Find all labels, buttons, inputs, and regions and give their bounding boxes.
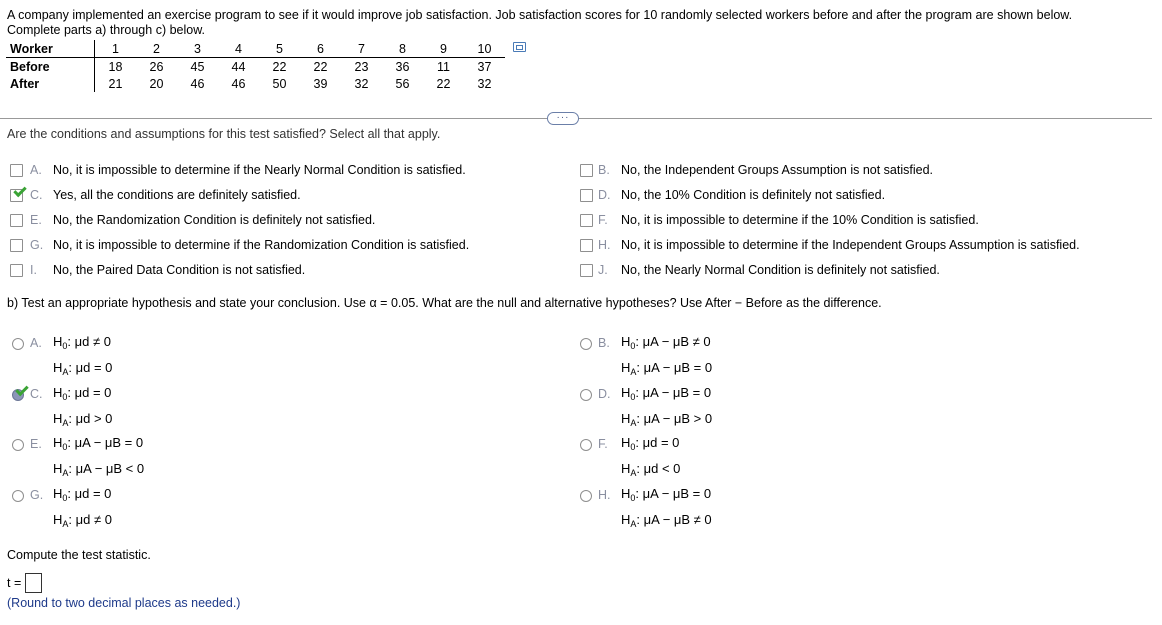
option-letter: E.	[30, 213, 42, 227]
checkbox-f[interactable]	[580, 214, 593, 227]
option-letter: F.	[598, 437, 608, 451]
table-cell: 45	[190, 59, 205, 74]
row-label: Worker	[6, 40, 95, 58]
radio-d[interactable]	[580, 389, 592, 401]
row-label: After	[6, 75, 95, 92]
table-cell: 26	[149, 59, 164, 74]
row-label: Before	[6, 58, 95, 76]
table-cell: 10	[464, 40, 505, 58]
option-letter: D.	[598, 387, 611, 401]
hypotheses-f[interactable]: $H_0$: μd = 0 $H_A$: μd < 0	[621, 435, 681, 478]
table-cell: 2	[136, 40, 177, 58]
intro-line-1: A company implemented an exercise program to see if it would improve job satisfaction. Job satisfaction scores for 10 randomly selected workers before and after the program are shown below.	[7, 8, 1073, 22]
option-text[interactable]: No, it is impossible to determine if the Randomization Condition is satisfied.	[53, 238, 470, 252]
table-cell: 36	[395, 59, 410, 74]
copy-data-icon[interactable]	[513, 42, 526, 52]
radio-b[interactable]	[580, 338, 592, 350]
correct-check-icon	[13, 184, 26, 197]
null-hypothesis: μd = 0	[74, 486, 112, 501]
option-text[interactable]: Yes, all the conditions are definitely satisfied.	[53, 188, 301, 202]
option-letter: A.	[30, 336, 42, 350]
null-hypothesis: μd = 0	[74, 385, 112, 400]
alt-hypothesis: μd < 0	[643, 461, 681, 476]
null-hypothesis: μA − μB = 0	[642, 486, 712, 501]
option-letter: D.	[598, 188, 611, 202]
option-letter: H.	[598, 238, 611, 252]
radio-a[interactable]	[12, 338, 24, 350]
alt-hypothesis: μA − μB = 0	[643, 360, 713, 375]
null-hypothesis: μA − μB ≠ 0	[642, 334, 711, 349]
table-row-worker	[6, 40, 505, 58]
t-answer-input[interactable]	[25, 573, 42, 593]
hypotheses-d[interactable]: $H_0$: μA − μB = 0 $H_A$: μA − μB > 0	[621, 385, 713, 428]
table-cell: 4	[218, 40, 259, 58]
option-text[interactable]: No, it is impossible to determine if the Independent Groups Assumption is satisfied.	[621, 238, 1080, 252]
hypotheses-g[interactable]: $H_0$: μd = 0 $H_A$: μd ≠ 0	[53, 486, 112, 529]
option-letter: G.	[30, 488, 44, 502]
radio-f[interactable]	[580, 439, 592, 451]
table-cell: 50	[272, 76, 287, 91]
table-cell: 22	[272, 59, 287, 74]
data-table	[6, 40, 505, 92]
rounding-hint: (Round to two decimal places as needed.)	[7, 596, 241, 610]
alt-hypothesis: μA − μB ≠ 0	[643, 512, 712, 527]
table-cell: 20	[149, 76, 164, 91]
table-cell: 44	[231, 59, 246, 74]
table-cell: 46	[190, 76, 205, 91]
table-cell: 5	[259, 40, 300, 58]
table-row-before	[6, 58, 505, 76]
table-cell: 3	[177, 40, 218, 58]
checkbox-g[interactable]	[10, 239, 23, 252]
clipped-question-text: Are the conditions and assumptions for this test satisfied? Select all that apply.	[7, 127, 441, 141]
option-letter: G.	[30, 238, 44, 252]
table-cell: 39	[313, 76, 328, 91]
alt-hypothesis: μd ≠ 0	[75, 512, 112, 527]
hypotheses-a[interactable]: $H_0$: μd ≠ 0 $H_A$: μd = 0	[53, 334, 113, 377]
test-stat-prompt: Compute the test statistic.	[7, 548, 151, 562]
expand-more-button[interactable]: ···	[547, 112, 579, 125]
checkbox-b[interactable]	[580, 164, 593, 177]
option-letter: H.	[598, 488, 611, 502]
checkbox-h[interactable]	[580, 239, 593, 252]
option-text[interactable]: No, the 10% Condition is definitely not satisfied.	[621, 188, 886, 202]
table-cell: 21	[108, 76, 123, 91]
option-text[interactable]: No, the Paired Data Condition is not satisfied.	[53, 263, 306, 277]
table-cell: 6	[300, 40, 341, 58]
checkbox-a[interactable]	[10, 164, 23, 177]
option-letter: E.	[30, 437, 42, 451]
t-label: t =	[7, 576, 22, 590]
table-cell: 22	[313, 59, 328, 74]
table-cell: 46	[231, 76, 246, 91]
null-hypothesis: μd = 0	[642, 435, 680, 450]
table-cell: 8	[382, 40, 423, 58]
option-letter: C.	[30, 387, 43, 401]
checkbox-e[interactable]	[10, 214, 23, 227]
option-letter: C.	[30, 188, 43, 202]
hypotheses-c[interactable]: $H_0$: μd = 0 $H_A$: μd > 0	[53, 385, 113, 428]
alt-hypothesis: μd = 0	[75, 360, 113, 375]
option-letter: B.	[598, 163, 610, 177]
radio-g[interactable]	[12, 490, 24, 502]
option-text[interactable]: No, the Nearly Normal Condition is definitely not satisfied.	[621, 263, 940, 277]
null-hypothesis: μd ≠ 0	[74, 334, 111, 349]
table-cell: 22	[436, 76, 451, 91]
option-letter: F.	[598, 213, 608, 227]
table-cell: 32	[477, 76, 492, 91]
intro-line-2: Complete parts a) through c) below.	[7, 23, 206, 37]
option-letter: A.	[30, 163, 42, 177]
option-text[interactable]: No, it is impossible to determine if the Nearly Normal Condition is satisfied.	[53, 163, 466, 177]
checkbox-j[interactable]	[580, 264, 593, 277]
hypotheses-b[interactable]: $H_0$: μA − μB ≠ 0 $H_A$: μA − μB = 0	[621, 334, 713, 377]
table-cell: 7	[341, 40, 382, 58]
table-cell: 1	[95, 40, 137, 58]
alt-hypothesis: μA − μB < 0	[75, 461, 145, 476]
option-text[interactable]: No, the Independent Groups Assumption is not satisfied.	[621, 163, 933, 177]
table-cell: 9	[423, 40, 464, 58]
checkbox-i[interactable]	[10, 264, 23, 277]
option-letter: I.	[30, 263, 37, 277]
null-hypothesis: μA − μB = 0	[642, 385, 712, 400]
option-text[interactable]: No, it is impossible to determine if the 10% Condition is satisfied.	[621, 213, 979, 227]
alt-hypothesis: μA − μB > 0	[643, 411, 713, 426]
hypotheses-e[interactable]: $H_0$: μA − μB = 0 $H_A$: μA − μB < 0	[53, 435, 145, 478]
part-b-prompt: b) Test an appropriate hypothesis and state your conclusion. Use α = 0.05. What are the null and alternative hypotheses? Use After − Before as the difference.	[7, 296, 882, 310]
table-row-after	[6, 75, 505, 92]
hypotheses-h[interactable]: $H_0$: μA − μB = 0 $H_A$: μA − μB ≠ 0	[621, 486, 712, 529]
option-letter: J.	[598, 263, 608, 277]
table-cell: 23	[354, 59, 369, 74]
table-cell: 18	[108, 59, 123, 74]
table-cell: 11	[437, 59, 450, 74]
checkbox-d[interactable]	[580, 189, 593, 202]
alt-hypothesis: μd > 0	[75, 411, 113, 426]
clipped-question	[7, 127, 467, 142]
option-text[interactable]: No, the Randomization Condition is definitely not satisfied.	[53, 213, 376, 227]
radio-h[interactable]	[580, 490, 592, 502]
table-cell: 32	[354, 76, 369, 91]
table-cell: 37	[477, 59, 492, 74]
correct-check-icon	[15, 383, 28, 396]
table-cell: 56	[395, 76, 410, 91]
problem-intro	[7, 8, 1072, 38]
option-letter: B.	[598, 336, 610, 350]
radio-e[interactable]	[12, 439, 24, 451]
null-hypothesis: μA − μB = 0	[74, 435, 144, 450]
